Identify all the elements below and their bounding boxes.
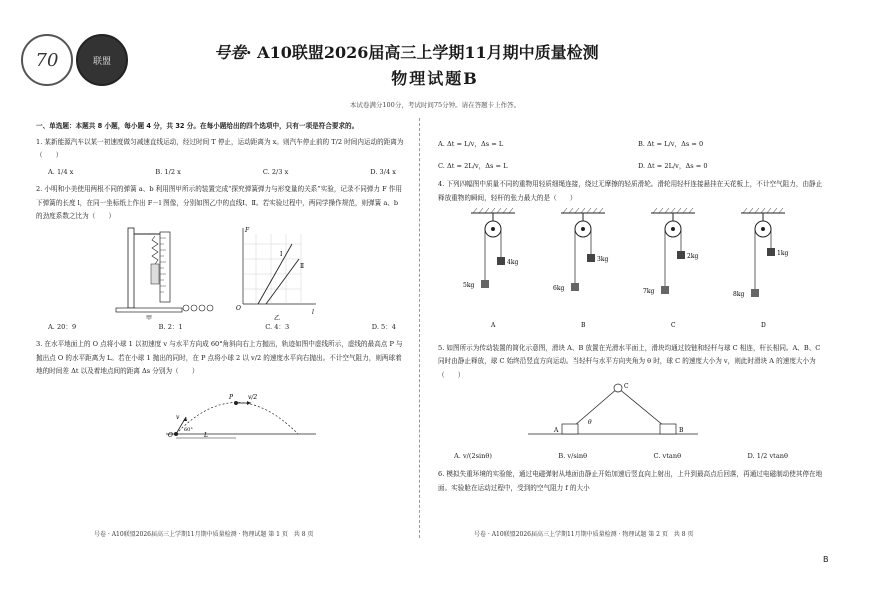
velocity-label: v xyxy=(176,413,180,421)
weight-left-3 xyxy=(661,286,669,294)
option-a: A. Δt = L/v，Δs = L xyxy=(438,140,504,148)
option-c: C. Δt = 2L/v，Δs = L xyxy=(438,161,508,170)
mass-label-right-3: 2kg xyxy=(687,253,699,260)
weight-right-2 xyxy=(587,254,595,262)
pulley-axle-2 xyxy=(581,227,585,231)
question-stem: 4. 下列四幅图中质量不同的重物用轻质细绳连接，绕过无摩擦的轻质滑轮。滑轮用轻杆连接悬挂在天花板上，不计空气阻力，由静止释放重物的瞬间，轻杆的张力最大的是（ ） xyxy=(438,180,823,202)
ceiling-hatch-3 xyxy=(689,208,693,213)
spring-diagram xyxy=(36,224,366,320)
axis-label-l: l xyxy=(312,308,314,316)
seal-text: 联盟 xyxy=(92,56,111,67)
ceiling-hatch-3 xyxy=(665,208,669,213)
question-2 xyxy=(36,183,406,337)
mass-label-right-1: 4kg xyxy=(507,259,519,266)
option-c: C. 2/3 x xyxy=(262,167,289,176)
pulley-axle-1 xyxy=(491,227,495,231)
right-column xyxy=(438,134,828,495)
option-row xyxy=(438,156,828,178)
option-d: D. Δt = 2L/v，Δs = 0 xyxy=(638,161,708,170)
ceiling-hatch-4 xyxy=(749,208,753,213)
ceiling-hatch-1 xyxy=(503,208,507,213)
ceiling-hatch-3 xyxy=(677,208,681,213)
option-d: D. 1/2 vtanθ xyxy=(747,451,788,460)
weight-right-1 xyxy=(497,257,505,265)
block-A-label: A xyxy=(554,427,559,434)
ceiling-hatch-2 xyxy=(563,208,567,213)
distance-L-label: L xyxy=(204,431,208,439)
weight-left-2 xyxy=(571,283,579,291)
brand-name: 号卷 xyxy=(214,43,247,62)
question-3-options xyxy=(438,134,828,177)
seal-text: 70 xyxy=(35,49,59,71)
option-a: A. 1/4 x xyxy=(48,167,74,176)
question-4 xyxy=(438,178,828,341)
ceiling-hatch-2 xyxy=(599,208,603,213)
weight-right-4 xyxy=(767,248,775,256)
weight-left-1 xyxy=(481,280,489,288)
pulley-diagram xyxy=(438,205,828,335)
half-velocity-label: v/2 xyxy=(248,393,258,401)
angle-theta-label: θ xyxy=(588,419,592,426)
ceiling-hatch-3 xyxy=(671,208,675,213)
question-5 xyxy=(438,342,828,468)
option-d: D. 3/4 x xyxy=(370,167,396,176)
mass-label-left-1: 5kg xyxy=(463,282,475,289)
ceiling-hatch-2 xyxy=(569,208,573,213)
option-row xyxy=(36,163,406,183)
ceiling-hatch-2 xyxy=(587,208,591,213)
mass-label-left-2: 6kg xyxy=(553,285,565,292)
ball-C-label: C xyxy=(624,383,629,390)
option-a: A. v/(2sinθ) xyxy=(454,451,492,460)
option-a: A. 20：9 xyxy=(48,322,77,331)
axis-label-F: F xyxy=(245,226,250,234)
question-stem: 3. 在水平地面上的 O 点将小球 1 以初速度 v 与水平方向成 60°角斜向右上方抛出，轨迹如图中虚线所示，虚线的最高点 P 与抛出点 O 的水平距离为 L。若在小球 1 抛出的同时，在 P 点将小球 2 以 v/2 的速度水平向右抛出。不计空气阻力，则两球着地的时间差 Δt 以及着地点间的距离 Δs 分别为（ ） xyxy=(36,340,403,375)
point-P-label: P xyxy=(229,393,234,401)
option-row xyxy=(36,320,406,338)
ceiling-hatch-1 xyxy=(497,208,501,213)
weight-left-4 xyxy=(751,289,759,297)
figure-label-a: 甲 xyxy=(146,314,153,320)
option-c: C. vtanθ xyxy=(653,451,682,460)
question-stem: 5. 如图所示为传动装置的简化示意图，滑块 A、B 放置在光滑水平面上，滑块均通过铰链和轻杆与球 C 相连，杆长相同。A、B、C 同时由静止释放，球 C 始终沿竖直方向运动。当轻杆与水平方向夹角为 θ 时，球 C 的速度大小为 v，则此时滑块 A 的速度大小为（ ） xyxy=(438,343,821,379)
pulley-axle-3 xyxy=(671,227,675,231)
mass-label-left-4: 8kg xyxy=(733,291,745,298)
ceiling-hatch-2 xyxy=(593,208,597,213)
ceiling-hatch-1 xyxy=(485,208,489,213)
section-heading: 一、单选题：本题共 8 小题，每小题 4 分，共 32 分。在每小题给出的四个选项中，只有一项是符合要求的。 xyxy=(36,122,359,130)
ceiling-hatch-3 xyxy=(659,208,663,213)
point-O-label: O xyxy=(168,431,173,439)
ceiling-hatch-4 xyxy=(761,208,765,213)
exam-title xyxy=(214,40,734,63)
question-stem: 1. 某新能源汽车以某一初速度做匀减速直线运动，经过时间 T 停止，运动距离为 x。则汽车停止前的 T/2 时间内运动的距离为（ ） xyxy=(36,137,404,159)
ceiling-hatch-4 xyxy=(779,208,783,213)
exam-title-text: · A10联盟2026届高三上学期11月期中质量检测 xyxy=(246,43,599,62)
ceiling-hatch-1 xyxy=(479,208,483,213)
ceiling-hatch-1 xyxy=(473,208,477,213)
spring-figure xyxy=(36,224,406,320)
linkage-diagram xyxy=(438,382,828,442)
figure-label-b: 乙 xyxy=(274,314,281,320)
column-divider xyxy=(419,118,420,538)
footer-page-1: 号卷 · A10联盟2026届高三上学期11月期中质量检测 · 物理试题 第 1 页 共 8 页 xyxy=(94,531,314,538)
ceiling-hatch-4 xyxy=(767,208,771,213)
line-label-II: Ⅱ xyxy=(300,262,305,270)
question-1 xyxy=(36,136,406,183)
paper-version-letter: B xyxy=(823,555,829,564)
mass-label-left-3: 7kg xyxy=(643,288,655,295)
ceiling-hatch-3 xyxy=(683,208,687,213)
mass-label-right-4: 1kg xyxy=(777,250,789,257)
block-B-label: B xyxy=(679,427,684,434)
option-c: C. 4：3 xyxy=(265,322,290,331)
projectile-figure xyxy=(36,379,406,439)
ceiling-hatch-2 xyxy=(581,208,585,213)
option-b: B. 2：1 xyxy=(158,322,183,331)
option-d: D. 5：4 xyxy=(371,322,396,331)
origin-label: O xyxy=(236,304,241,312)
ceiling-hatch-1 xyxy=(491,208,495,213)
mass-label-right-2: 3kg xyxy=(597,256,609,263)
option-label-2: B xyxy=(581,322,586,329)
option-row xyxy=(438,134,828,156)
ceiling-hatch-1 xyxy=(509,208,513,213)
projectile-diagram xyxy=(36,379,366,439)
option-row xyxy=(438,448,828,468)
pulley-axle-4 xyxy=(761,227,765,231)
ceiling-hatch-4 xyxy=(743,208,747,213)
exam-note: 本试卷满分100分，考试时间75分钟。请在答题卡上作答。 xyxy=(349,101,521,109)
option-b: B. 1/2 x xyxy=(155,167,181,176)
subject-title: 物理试题B xyxy=(391,69,479,88)
weight-right-3 xyxy=(677,251,685,259)
option-label-4: D xyxy=(761,322,766,329)
ceiling-hatch-4 xyxy=(773,208,777,213)
question-6 xyxy=(438,468,828,495)
left-column xyxy=(36,120,406,439)
ceiling-hatch-3 xyxy=(653,208,657,213)
option-label-3: C xyxy=(671,322,676,329)
line-label-I: Ⅰ xyxy=(280,250,283,258)
ceiling-hatch-4 xyxy=(755,208,759,213)
option-b: B. Δt = L/v，Δs = 0 xyxy=(638,140,704,148)
option-label-1: A xyxy=(491,322,496,329)
option-b: B. v/sinθ xyxy=(558,451,588,460)
question-3 xyxy=(36,338,406,439)
ceiling-hatch-2 xyxy=(575,208,579,213)
question-stem: 2. 小明和小美使用两根不同的弹簧 a、b 利用图甲所示的装置完成“探究弹簧弹力与形变量的关系”实验，记录不同弹力 F 作用下弹簧的长度 l，在同一坐标纸上作出 F－l 图像，分别如图乙中的直线Ⅰ、Ⅱ。若实验过程中，两同学操作规范，则弹簧 a、b 的劲度系数之比为（ ） xyxy=(36,185,402,220)
question-stem: 6. 模拟失重环境的实验舱，通过电磁弹射从地面由静止开始加速后竖直向上射出，上升到最高点后回落，再通过电磁制动使其停在地面。实验舱在运动过程中，受到的空气阻力 f 的大小 xyxy=(438,470,823,492)
footer-page-2: 号卷 · A10联盟2026届高三上学期11月期中质量检测 · 物理试题 第 2 页 共 8 页 xyxy=(474,531,694,538)
angle-label: 60° xyxy=(184,426,193,433)
